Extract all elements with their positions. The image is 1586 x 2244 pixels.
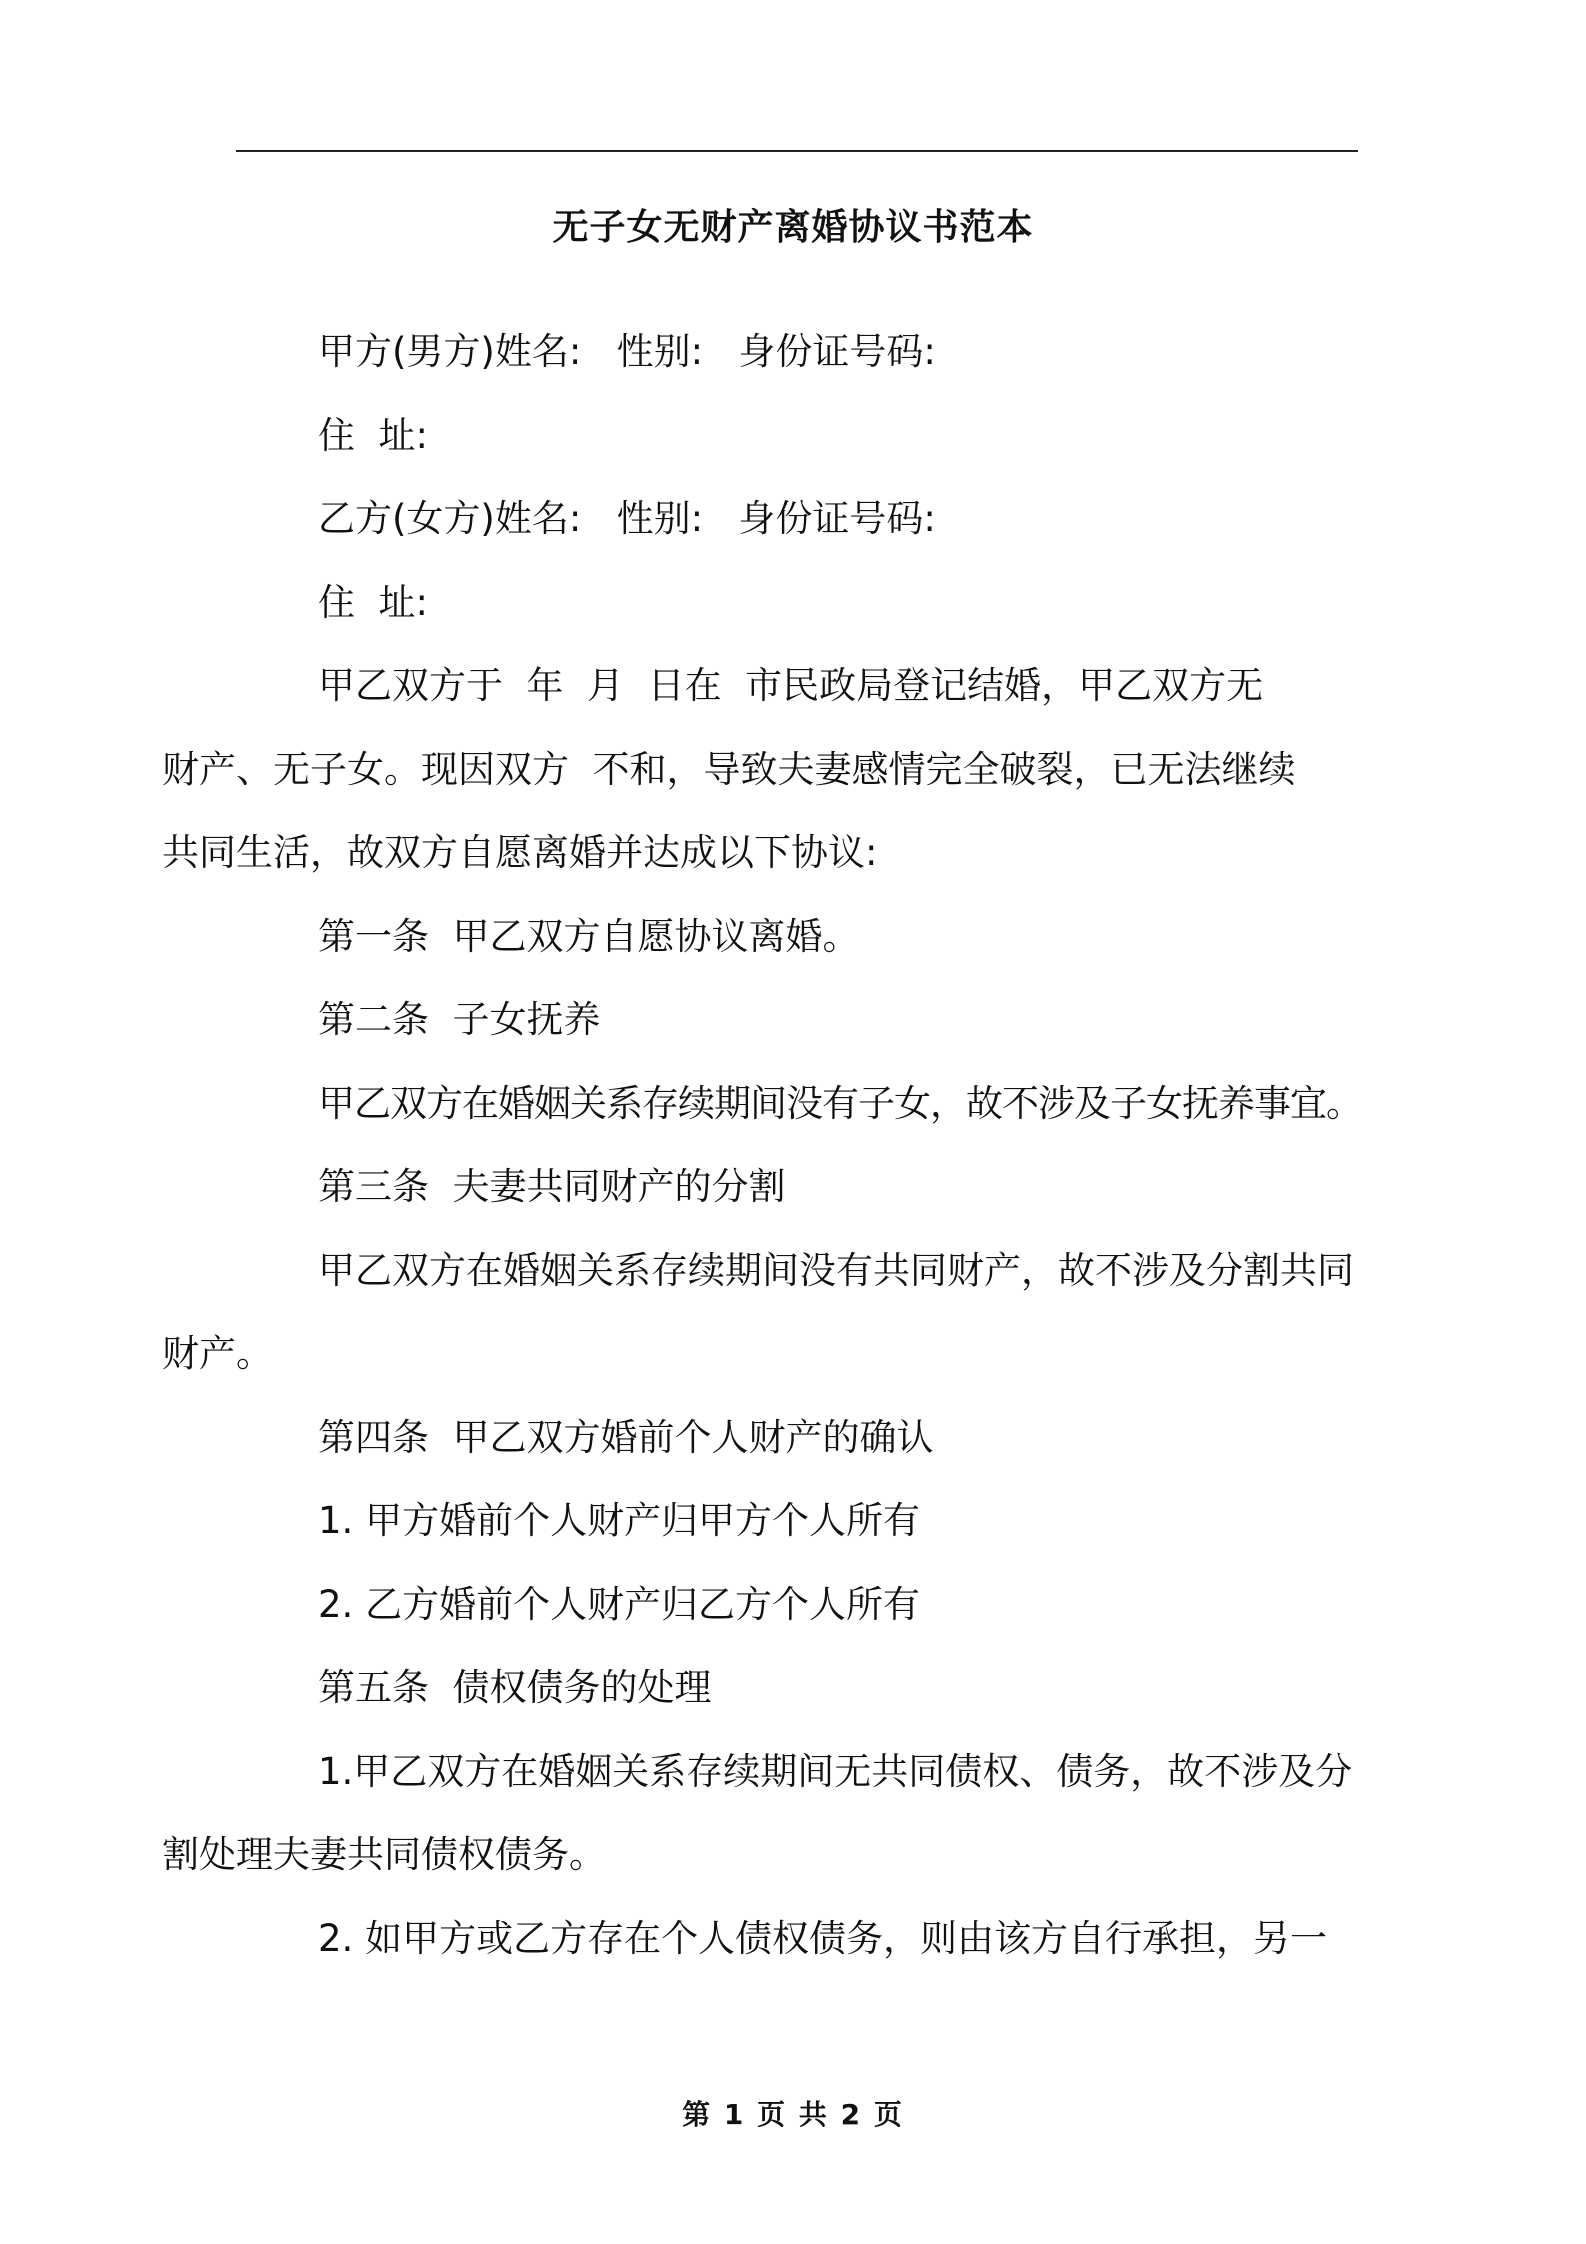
article-1-heading: 第一条 甲乙双方自愿协议离婚。: [318, 914, 860, 958]
article-2-heading: 第二条 子女抚养: [318, 998, 601, 1041]
document-title: 无子女无财产离婚协议书范本: [552, 207, 1034, 248]
party-a-address-line: 住 址:: [318, 413, 428, 457]
article-4-heading: 第四条 甲乙双方婚前个人财产的确认: [318, 1415, 934, 1459]
article-4-item-2: 2. 乙方婚前个人财产归乙方个人所有: [318, 1582, 921, 1626]
party-a-identity-line: 甲方(男方)姓名: 性别: 身份证号码:: [318, 330, 936, 373]
party-b-address-line: 住 址:: [318, 580, 428, 624]
article-4-item-1: 1. 甲方婚前个人财产归甲方个人所有: [318, 1499, 921, 1542]
article-5-heading: 第五条 债权债务的处理: [318, 1666, 712, 1709]
page-number-footer: 第 1 页 共 2 页: [682, 2098, 904, 2131]
article-3-body: 甲乙双方在婚姻关系存续期间没有共同财产，故不涉及分割共同财产。: [162, 1248, 1354, 1375]
header-rule: [236, 150, 1358, 152]
article-3-heading: 第三条 夫妻共同财产的分割: [318, 1165, 786, 1208]
marriage-background-paragraph: 甲乙双方于 年 月 日在 市民政局登记结婚，甲乙双方无财产、无子女。现因双方 不和，导致夫妻感情完全破裂，已无法继续共同生活，故双方自愿离婚并达成以下协议:: [162, 664, 1296, 874]
party-b-identity-line: 乙方(女方)姓名: 性别: 身份证号码:: [318, 497, 936, 540]
article-5-item-1: 1.甲乙双方在婚姻关系存续期间无共同债权、债务，故不涉及分割处理夫妻共同债权债务。: [162, 1749, 1353, 1876]
article-2-body: 甲乙双方在婚姻关系存续期间没有子女，故不涉及子女抚养事宜。: [318, 1081, 1362, 1125]
article-5-item-2: 2. 如甲方或乙方存在个人债权债务，则由该方自行承担，另一: [318, 1916, 1328, 1960]
document-body: [162, 310, 1376, 1980]
